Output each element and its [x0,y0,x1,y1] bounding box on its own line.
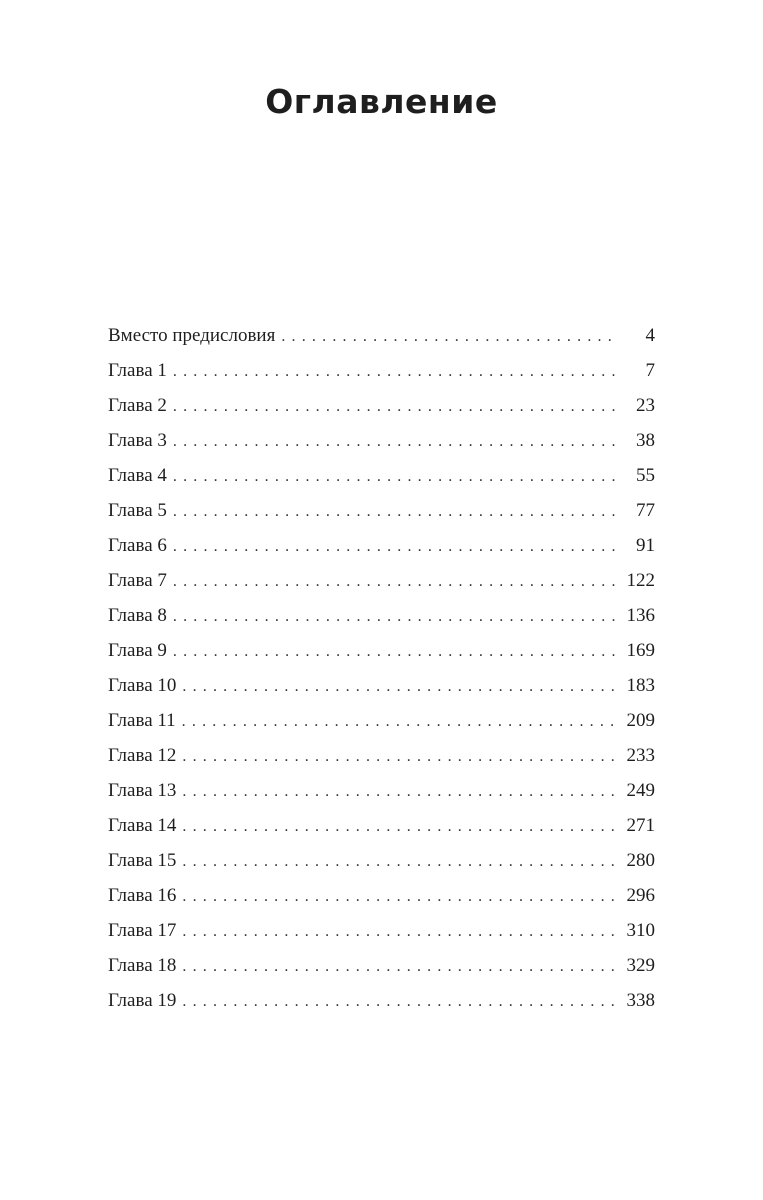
toc-entry [108,983,655,1018]
toc-entry-label: Вместо предисловия [108,325,276,346]
toc-dot-leader [173,599,617,634]
toc-entry-label: Глава 7 [108,570,167,591]
toc-entry-page-number: 233 [626,745,655,766]
toc-dot-leader [173,634,617,669]
toc-entry [108,353,655,388]
toc-entry-page-number: 136 [626,605,655,626]
toc-dot-leader [173,529,617,564]
toc-entry-page-number: 169 [626,640,655,661]
toc-dot-leader [182,984,617,1019]
toc-entry [108,703,655,738]
toc-dot-leader [173,424,617,459]
toc-dot-leader [182,739,617,774]
toc-entry-label: Глава 8 [108,605,167,626]
toc-entry [108,528,655,563]
toc-entry-page-number: 55 [636,465,655,486]
toc-entry [108,598,655,633]
toc-entry-page-number: 271 [626,815,655,836]
toc-entry-page-number: 209 [626,710,655,731]
toc-entry-page-number: 249 [626,780,655,801]
toc-entry [108,913,655,948]
toc-dot-leader [182,949,617,984]
toc-dot-leader [182,704,617,739]
toc-entry-page-number: 296 [626,885,655,906]
toc-entry-label: Глава 10 [108,675,177,696]
toc-entry-label: Глава 3 [108,430,167,451]
toc-entry-label: Глава 4 [108,465,167,486]
toc-dot-leader [281,319,617,354]
toc-entry [108,843,655,878]
toc-dot-leader [173,389,617,424]
toc-entry-label: Глава 6 [108,535,167,556]
toc-dot-leader [173,494,617,529]
page-title: Оглавление [265,82,498,121]
toc-dot-leader [182,844,617,879]
toc-entry [108,773,655,808]
toc-entry [108,633,655,668]
toc-entry-page-number: 23 [636,395,655,416]
toc-entry [108,423,655,458]
toc-entry-page-number: 38 [636,430,655,451]
toc-dot-leader [182,809,617,844]
toc-entry-label: Глава 18 [108,955,177,976]
toc-entry-page-number: 7 [645,360,655,381]
toc-entry [108,878,655,913]
toc-dot-leader [173,354,617,389]
toc-entry-label: Глава 13 [108,780,177,801]
toc-entry-page-number: 183 [626,675,655,696]
toc-entry-label: Глава 5 [108,500,167,521]
toc-entry-label: Глава 11 [108,710,176,731]
toc-dot-leader [182,669,617,704]
toc-entry-label: Глава 19 [108,990,177,1011]
toc-entry-label: Глава 17 [108,920,177,941]
toc-dot-leader [182,914,617,949]
table-of-contents [108,318,655,1018]
toc-dot-leader [182,879,617,914]
toc-entry [108,738,655,773]
toc-entry-page-number: 329 [626,955,655,976]
toc-entry [108,388,655,423]
toc-entry-label: Глава 15 [108,850,177,871]
toc-entry-page-number: 91 [636,535,655,556]
toc-entry-label: Глава 9 [108,640,167,661]
toc-entry-page-number: 310 [626,920,655,941]
toc-entry-page-number: 4 [645,325,655,346]
toc-entry-page-number: 122 [626,570,655,591]
toc-entry [108,808,655,843]
toc-entry-label: Глава 16 [108,885,177,906]
toc-entry [108,493,655,528]
toc-entry-label: Глава 14 [108,815,177,836]
toc-dot-leader [173,564,617,599]
toc-entry [108,458,655,493]
toc-entry [108,948,655,983]
toc-entry-page-number: 338 [626,990,655,1011]
toc-entry [108,563,655,598]
toc-dot-leader [173,459,617,494]
toc-entry [108,668,655,703]
toc-entry [108,318,655,353]
toc-dot-leader [182,774,617,809]
toc-entry-page-number: 77 [636,500,655,521]
toc-entry-label: Глава 12 [108,745,177,766]
toc-entry-label: Глава 2 [108,395,167,416]
toc-entry-page-number: 280 [626,850,655,871]
toc-entry-label: Глава 1 [108,360,167,381]
